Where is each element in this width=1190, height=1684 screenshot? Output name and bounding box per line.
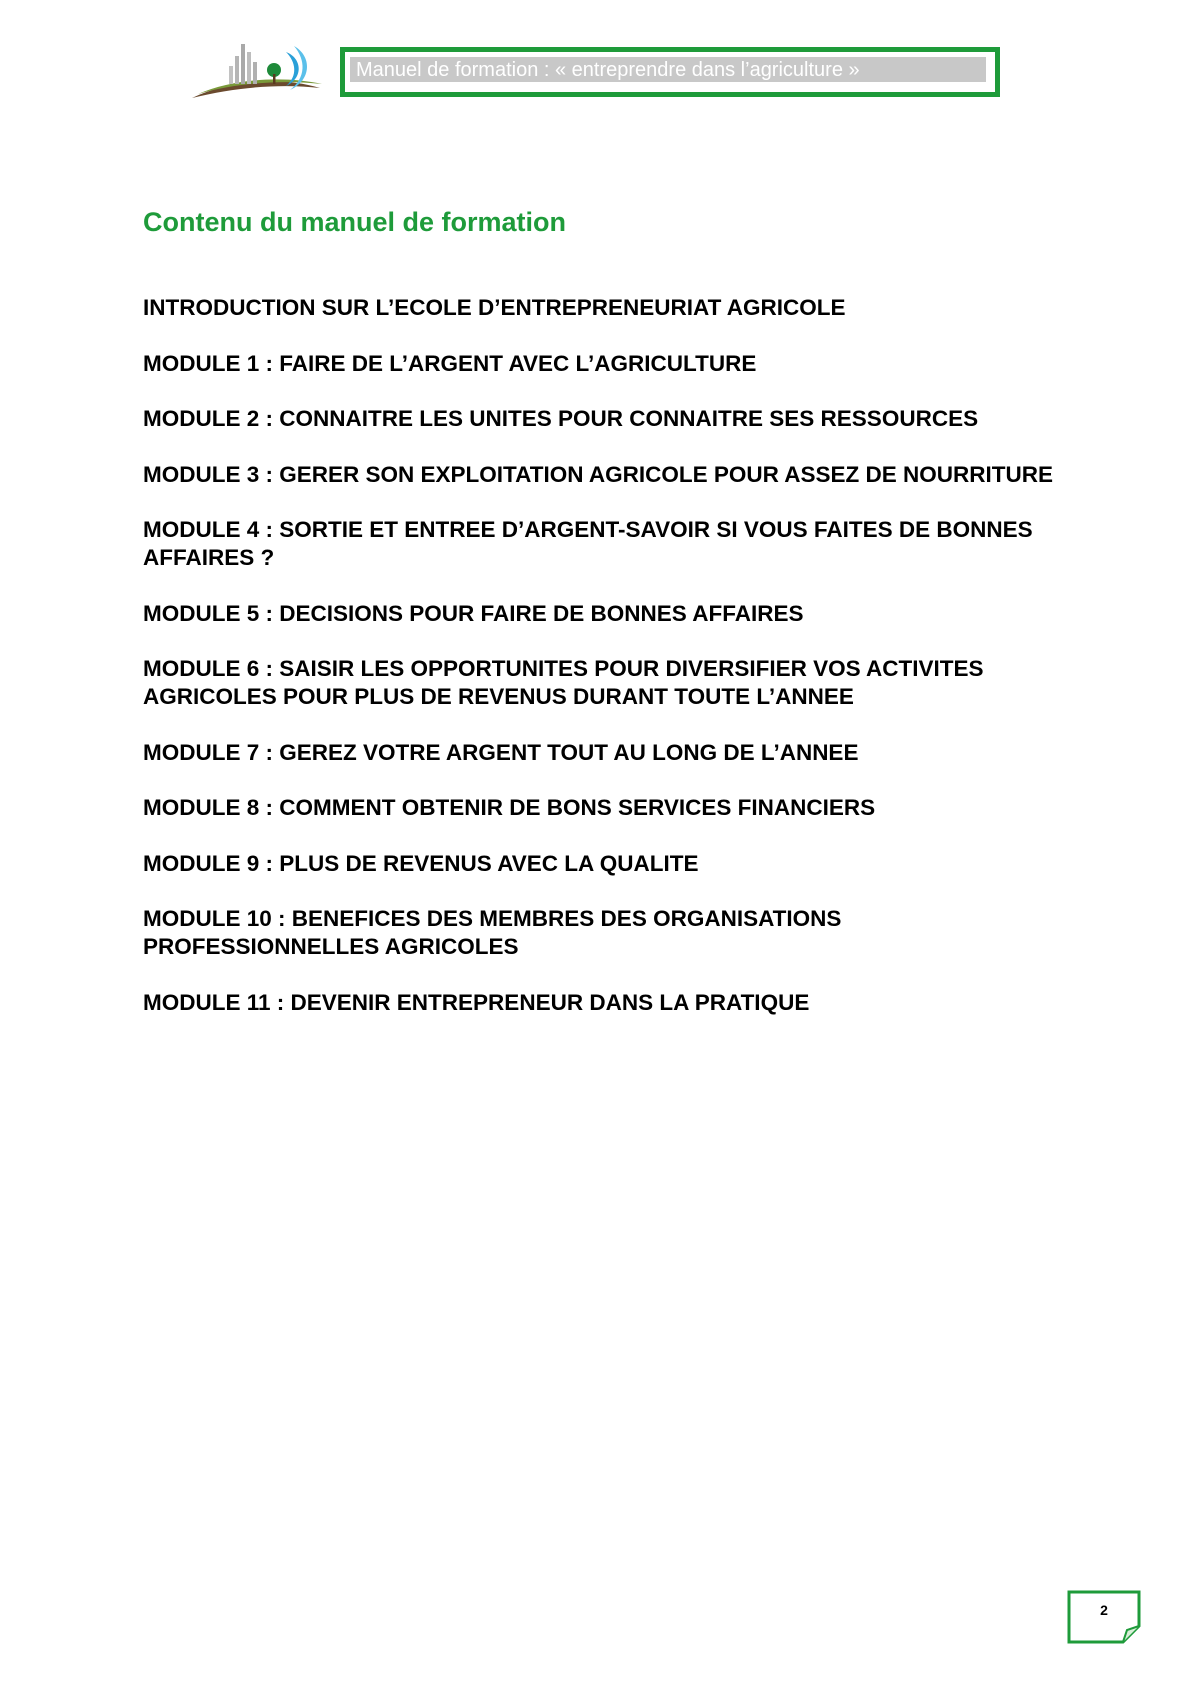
toc-item: MODULE 1 : FAIRE DE L’ARGENT AVEC L’AGRICULTURE xyxy=(143,350,757,376)
page-title: Contenu du manuel de formation xyxy=(143,207,566,237)
toc-item: MODULE 5 : DECISIONS POUR FAIRE DE BONNES AFFAIRES xyxy=(143,600,804,626)
toc-item: MODULE 3 : GERER SON EXPLOITATION AGRICOLE POUR ASSEZ DE NOURRITURE xyxy=(143,461,1054,487)
header-banner xyxy=(340,47,1000,97)
toc-item: MODULE 11 : DEVENIR ENTREPRENEUR DANS LA PRATIQUE xyxy=(143,989,810,1015)
toc-item: MODULE 8 : COMMENT OBTENIR DE BONS SERVICES FINANCIERS xyxy=(143,795,876,820)
header-title: Manuel de formation : « entreprendre dans l’agriculture » xyxy=(350,57,986,82)
page-number: 2 xyxy=(1100,1602,1108,1618)
toc-item: INTRODUCTION SUR L’ECOLE D’ENTREPRENEURIAT AGRICOLE xyxy=(143,295,846,320)
toc-item: MODULE 4 : SORTIE ET ENTREE D’ARGENT-SAVOIR SI VOUS FAITES DE BONNES AFFAIRES ? xyxy=(143,517,1033,570)
toc-item: MODULE 2 : CONNAITRE LES UNITES POUR CONNAITRE SES RESSOURCES xyxy=(143,406,979,431)
page-number-box xyxy=(1067,1590,1141,1644)
table-of-contents xyxy=(143,294,1063,1044)
toc-item: MODULE 7 : GEREZ VOTRE ARGENT TOUT AU LONG DE L’ANNEE xyxy=(143,739,859,765)
toc-item: MODULE 9 : PLUS DE REVENUS AVEC LA QUALITE xyxy=(143,850,699,876)
toc-item: MODULE 10 : BENEFICES DES MEMBRES DES ORGANISATIONS PROFESSIONNELLES AGRICOLES xyxy=(143,906,842,959)
toc-item: MODULE 6 : SAISIR LES OPPORTUNITES POUR DIVERSIFIER VOS ACTIVITES AGRICOLES POUR PLUS DE REVENUS DURANT TOUTE L’ANNEE xyxy=(143,656,984,709)
landscape-logo-icon xyxy=(190,36,330,106)
